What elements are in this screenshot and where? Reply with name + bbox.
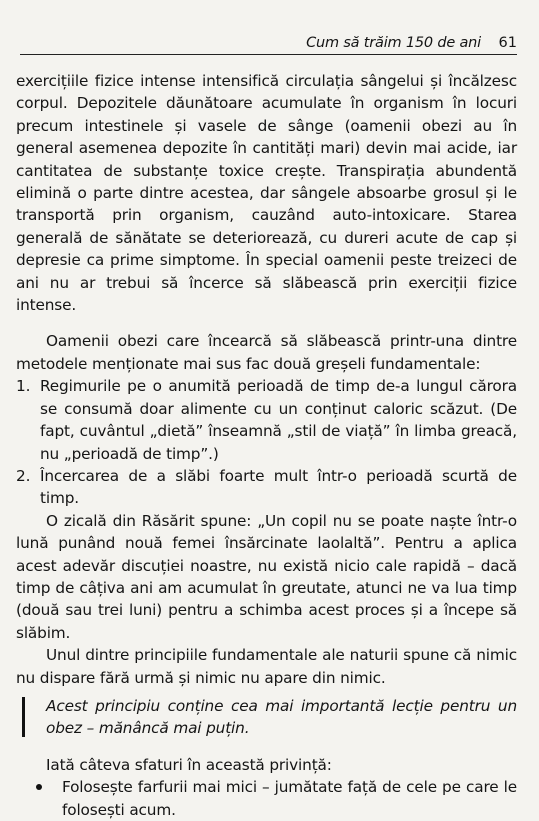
paragraph-1: exercițiile fizice intense intensifică circulația sângelui și încălzesc corpul. Depozitele dăunătoare acumulate în organism în locuri precum intestinele și vasele de sânge (oamenii obezi au în general asemenea depozite în cantități mari) devin mai acide, iar cantitatea de substanțe toxice crește. Transpirația abundentă elimină o parte dintre acestea, dar sângele absoarbe grosul și le transportă prin organism, cauzând auto-intoxicare. Starea generală de sănătate se deteriorează, cu dureri acute de cap și depresie ca prime simptome. În special oamenii peste treizeci de ani nu ar trebui să încerce să slăbească prin exerciții fizice intense. xyxy=(16,72,517,315)
paragraph-4: Unul dintre principiile fundamentale ale naturii spune că nimic nu dispare fără urmă și nimic nu apare din nimic. xyxy=(16,646,517,687)
list-item xyxy=(16,465,517,510)
bullet-text: Folosește farfurii mai mici – jumătate față de cele pe care le folosești acum. xyxy=(62,778,517,819)
page-header xyxy=(20,30,517,55)
list-item-text: Regimurile pe o anumită perioadă de timp de-a lungul cărora se consumă doar alimente cu un conținut caloric scăzut. (De fapt, cuvântul „dietă” înseamnă „stil de viață” în limba greacă, nu „perioadă de timp”.) xyxy=(40,377,517,463)
bullet-list xyxy=(16,776,517,821)
list-marker: 2. xyxy=(16,466,31,485)
paragraph-3: O zicală din Răsărit spune: „Un copil nu se poate naște într-o lună punând nouă femei însărcinate laolaltă”. Pentru a aplica acest adevăr discuției noastre, nu există nicio cale rapidă – dacă timp de câțiva ani am acumulat în greutate, atunci ne va lua timp (două sau trei luni) pentru a schimba acest proces și a începe să slăbim. xyxy=(16,511,517,642)
list-item xyxy=(16,776,517,821)
list-item xyxy=(16,375,517,465)
quote-bar xyxy=(22,697,25,737)
paragraph-2: Oamenii obezi care încearcă să slăbească printr-una dintre metodele menționate mai sus fac două greșeli fundamentale: xyxy=(16,332,517,373)
pull-quote xyxy=(22,695,517,740)
page-body xyxy=(16,70,517,821)
paragraph-5: Iată câteva sfaturi în această privință: xyxy=(46,755,332,774)
list-marker: 1. xyxy=(16,377,31,396)
list-item-text: Încercarea de a slăbi foarte mult într-o perioadă scurtă de timp. xyxy=(40,466,517,508)
page-number: 61 xyxy=(498,35,517,51)
numbered-list xyxy=(16,375,517,509)
running-title: Cum să trăim 150 de ani xyxy=(306,35,481,51)
bullet-dot xyxy=(36,784,42,790)
quote-text: Acest principiu conține cea mai importantă lecție pentru un obez – mănâncă mai puțin. xyxy=(46,696,517,738)
